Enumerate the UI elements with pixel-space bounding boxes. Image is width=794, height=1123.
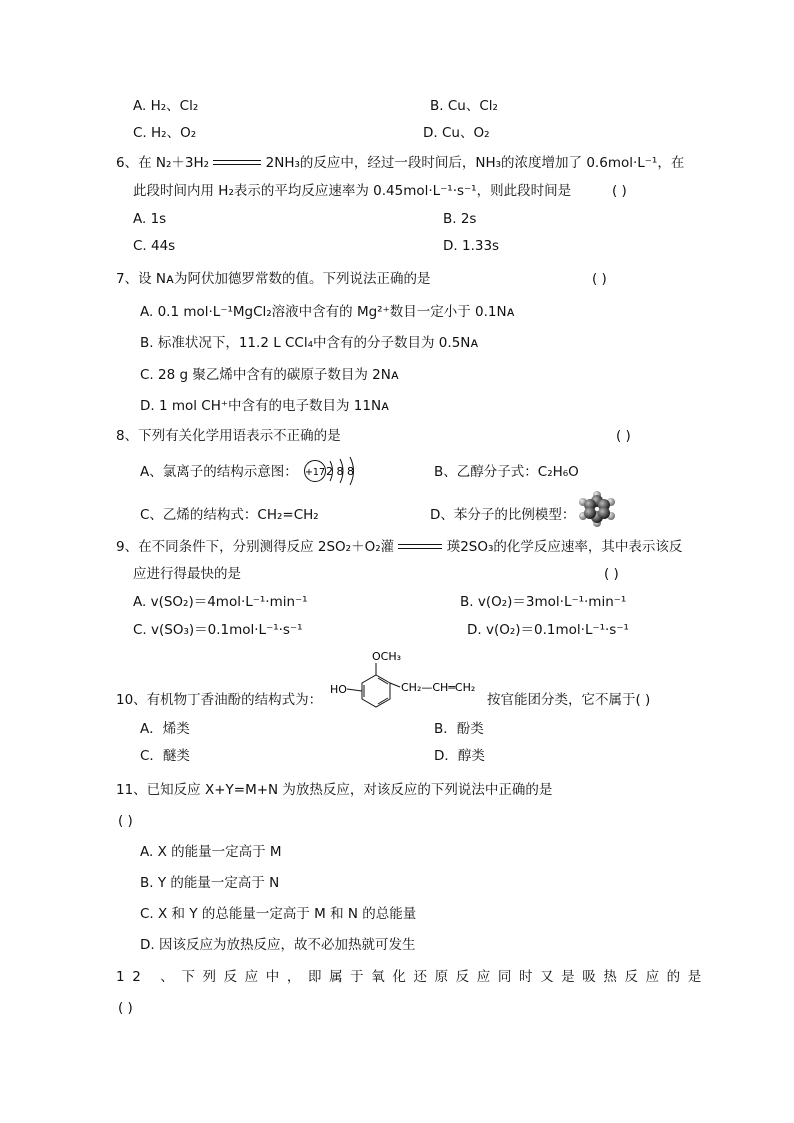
q9-option-b: B. v(O₂)＝3mol·L⁻¹·min⁻¹: [460, 594, 627, 610]
q8-stem: 8、下列有关化学用语表示不正确的是: [116, 428, 341, 444]
q10-option-c: C．醚类: [140, 748, 190, 764]
q10-option-d: D．醇类: [434, 748, 485, 764]
q6-stem-line1: [116, 154, 684, 172]
q7-option-d: D. 1 mol CH⁺中含有的电子数目为 11Nᴀ: [140, 398, 390, 414]
q9-stem-pre: 9、在不同条件下，分别测得反应 2SO₂＋O₂灌: [116, 539, 395, 555]
q7-answer-paren: ( ): [592, 271, 607, 287]
q9-answer-paren: ( ): [604, 566, 619, 582]
electron-shells-label: 2 8 8: [326, 465, 354, 478]
q8-answer-paren: ( ): [616, 428, 631, 444]
q11-option-b: B. Y 的能量一定高于 N: [140, 875, 280, 891]
equilibrium-arrow-icon: [213, 157, 261, 169]
q12-answer-paren: ( ): [118, 1000, 133, 1016]
q9-option-a: A. v(SO₂)＝4mol·L⁻¹·min⁻¹: [133, 594, 308, 610]
eugenol-structure-diagram: [328, 645, 490, 713]
q6-stem-line2: 此段时间内用 H₂表示的平均反应速率为 0.45mol·L⁻¹·s⁻¹，则此段时间是: [133, 183, 572, 199]
methoxy-label: OCH₃: [372, 650, 402, 663]
q8-option-c: C、乙烯的结构式：CH₂=CH₂: [140, 507, 319, 523]
q9-stem-line1: [116, 538, 682, 556]
q7-stem: 7、设 Nᴀ为阿伏加德罗常数的值。下列说法正确的是: [116, 271, 431, 287]
q6-option-a: A. 1s: [133, 211, 167, 227]
q8-option-a: A、氯离子的结构示意图：: [140, 464, 298, 480]
q8-option-d: D、苯分子的比例模型：: [430, 507, 576, 523]
q10-option-b: B．酚类: [434, 721, 484, 737]
q11-stem: 11、已知反应 X+Y=M+N 为放热反应，对该反应的下列说法中正确的是: [116, 782, 553, 798]
q7-option-b: B. 标准状况下，11.2 L CCl₄中含有的分子数目为 0.5Nᴀ: [140, 335, 479, 351]
q8-option-b: B、乙醇分子式：C₂H₆O: [434, 464, 579, 480]
q10-option-a: A．烯类: [140, 721, 190, 737]
q9-option-c: C. v(SO₃)＝0.1mol·L⁻¹·s⁻¹: [133, 622, 303, 638]
q12-stem: 12 、下列反应中，即属于氧化还原反应同时又是吸热反应的是: [116, 969, 709, 985]
q10-stem-pre: 10、有机物丁香油酚的结构式为：: [116, 692, 323, 708]
q5-option-a: A. H₂、Cl₂: [133, 98, 199, 114]
chloride-ion-diagram: [300, 452, 370, 490]
q11-option-a: A. X 的能量一定高于 M: [140, 844, 282, 860]
q5-option-d: D. Cu、O₂: [423, 125, 490, 141]
hydroxyl-label: HO: [330, 683, 347, 696]
q9-stem-line2: 应进行得最快的是: [133, 566, 241, 582]
q6-answer-paren: ( ): [612, 183, 627, 199]
nucleus-charge-label: +17: [304, 467, 326, 478]
q11-option-d: D. 因该反应为放热反应，故不必加热就可发生: [140, 937, 416, 953]
q9-option-d: D. v(O₂)＝0.1mol·L⁻¹·s⁻¹: [467, 622, 629, 638]
q5-option-b: B. Cu、Cl₂: [430, 98, 498, 114]
equilibrium-arrow-icon: [398, 541, 442, 553]
q9-stem-post: 瑛2SO₃的化学反应速率，其中表示该反: [446, 539, 683, 555]
q7-option-c: C. 28 g 聚乙烯中含有的碳原子数目为 2Nᴀ: [140, 367, 399, 383]
q6-option-c: C. 44s: [133, 238, 176, 254]
q6-option-d: D. 1.33s: [443, 238, 500, 254]
q10-stem-post: 按官能团分类，它不属于( ): [487, 692, 651, 708]
q7-option-a: A. 0.1 mol·L⁻¹MgCl₂溶液中含有的 Mg²⁺数目一定小于 0.1Nᴀ: [140, 304, 515, 320]
q11-option-c: C. X 和 Y 的总能量一定高于 M 和 N 的总能量: [140, 906, 417, 922]
benzene-space-filling-model-icon: [578, 491, 616, 527]
allyl-chain-label: CH₂—CH═CH₂: [401, 681, 476, 694]
q6-option-b: B. 2s: [443, 211, 477, 227]
q6-stem-pre: 6、在 N₂＋3H₂: [116, 155, 210, 171]
q11-answer-paren: ( ): [118, 813, 133, 829]
q5-option-c: C. H₂、O₂: [133, 125, 197, 141]
q6-stem-post: 2NH₃的反应中，经过一段时间后，NH₃的浓度增加了 0.6mol·L⁻¹，在: [265, 155, 685, 171]
